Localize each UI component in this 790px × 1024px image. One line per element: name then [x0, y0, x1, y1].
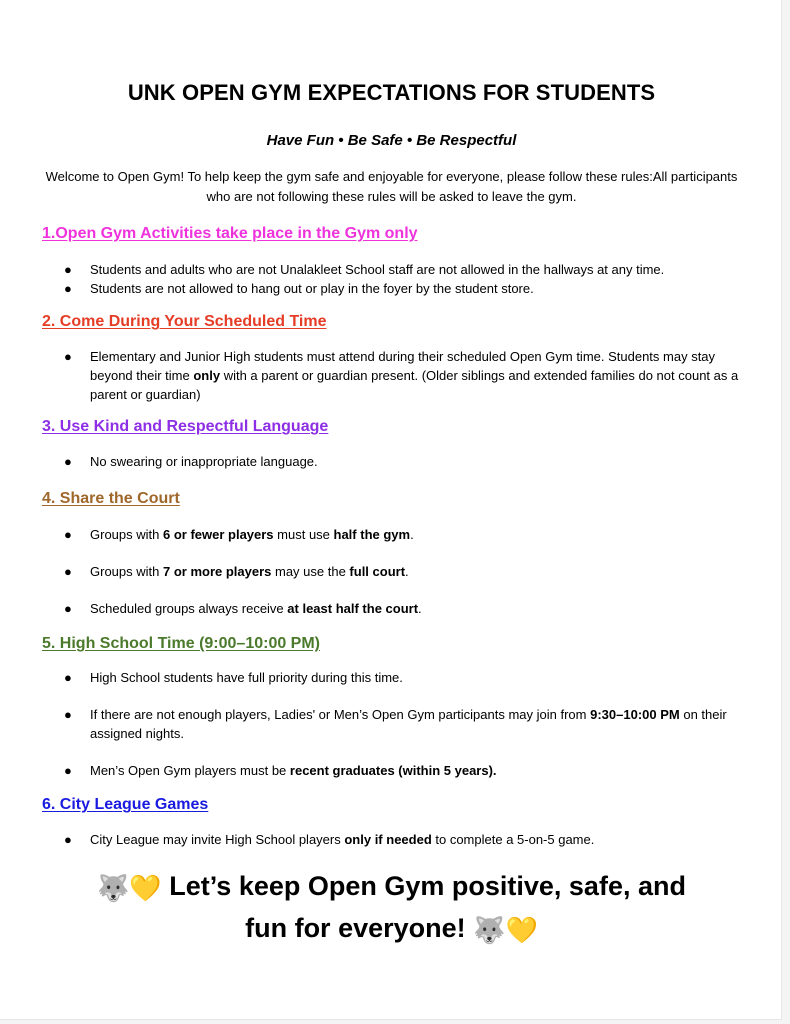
bullet-icon: ● — [64, 281, 72, 296]
section-scheduled-time — [42, 313, 741, 404]
rule-item: ● Students are not allowed to hang out or play in the foyer by the student store. — [64, 281, 534, 296]
section-city-league — [42, 796, 741, 849]
bullet-icon: ● — [64, 527, 72, 542]
bullet-icon: ● — [64, 601, 72, 616]
bullet-icon: ● — [64, 832, 72, 847]
closing-line-1: Let’s keep Open Gym positive, safe, and — [169, 871, 686, 901]
bullet-icon: ● — [64, 670, 72, 685]
rule-item: ● If there are not enough players, Ladies' or Men’s Open Gym participants may join from 9:30–10:00 PM on their assigned nights. — [64, 707, 727, 741]
rule-list — [42, 830, 741, 849]
bullet-icon: ● — [64, 564, 72, 579]
section-gym-only — [42, 225, 741, 298]
rule-list — [42, 452, 741, 471]
section-heading: 1.Open Gym Activities take place in the Gym only — [42, 225, 418, 242]
section-heading: 6. City League Games — [42, 796, 209, 813]
rule-list — [42, 260, 741, 298]
section-heading: 3. Use Kind and Respectful Language — [42, 418, 329, 435]
bullet-icon: ● — [64, 763, 72, 778]
rule-list — [42, 525, 741, 618]
section-respectful-language — [42, 418, 741, 471]
bullet-icon: ● — [64, 262, 72, 277]
section-share-court — [42, 490, 741, 618]
section-heading: 5. High School Time (9:00–10:00 PM) — [42, 635, 321, 652]
rule-item: ● City League may invite High School players only if needed to complete a 5-on-5 game. — [64, 832, 595, 847]
section-heading: 2. Come During Your Scheduled Time — [42, 313, 327, 330]
document-title: UNK OPEN GYM EXPECTATIONS FOR STUDENTS — [127, 80, 656, 105]
wolf-icon: 🐺 — [97, 873, 130, 903]
tagline: Have Fun • Be Safe • Be Respectful — [266, 132, 517, 149]
heart-icon: 💛 — [129, 873, 162, 903]
heart-icon: 💛 — [505, 915, 538, 945]
section-high-school-time — [42, 635, 741, 780]
rule-item: ● Groups with 7 or more players may use the full court. — [64, 564, 409, 579]
rule-item: ● High School students have full priority during this time. — [64, 670, 403, 685]
rule-list — [42, 347, 741, 404]
section-heading: 4. Share the Court — [42, 490, 180, 507]
rule-item: ● No swearing or inappropriate language. — [64, 454, 318, 469]
bullet-icon: ● — [64, 454, 72, 469]
wolf-icon: 🐺 — [473, 915, 506, 945]
closing-message — [42, 866, 741, 950]
rule-item: ● Elementary and Junior High students must attend during their scheduled Open Gym time. Students may stay beyond their time only with a parent or guardian present. (Older siblings and extended families do not count as a parent or guardian) — [64, 349, 739, 402]
rule-item: ● Scheduled groups always receive at least half the court. — [64, 601, 422, 616]
closing-line-2: fun for everyone! — [245, 913, 466, 943]
rule-list — [42, 668, 741, 780]
rule-item: ● Men’s Open Gym players must be recent graduates (within 5 years). — [64, 763, 497, 778]
bullet-icon: ● — [64, 707, 72, 722]
intro-paragraph: Welcome to Open Gym! To help keep the gym safe and enjoyable for everyone, please follow these rules:All participants who are not following these rules will be asked to leave the gym. — [45, 169, 738, 204]
rule-item: ● Groups with 6 or fewer players must use half the gym. — [64, 527, 414, 542]
bullet-icon: ● — [64, 349, 72, 364]
rule-item: ● Students and adults who are not Unalakleet School staff are not allowed in the hallways at any time. — [64, 262, 665, 277]
